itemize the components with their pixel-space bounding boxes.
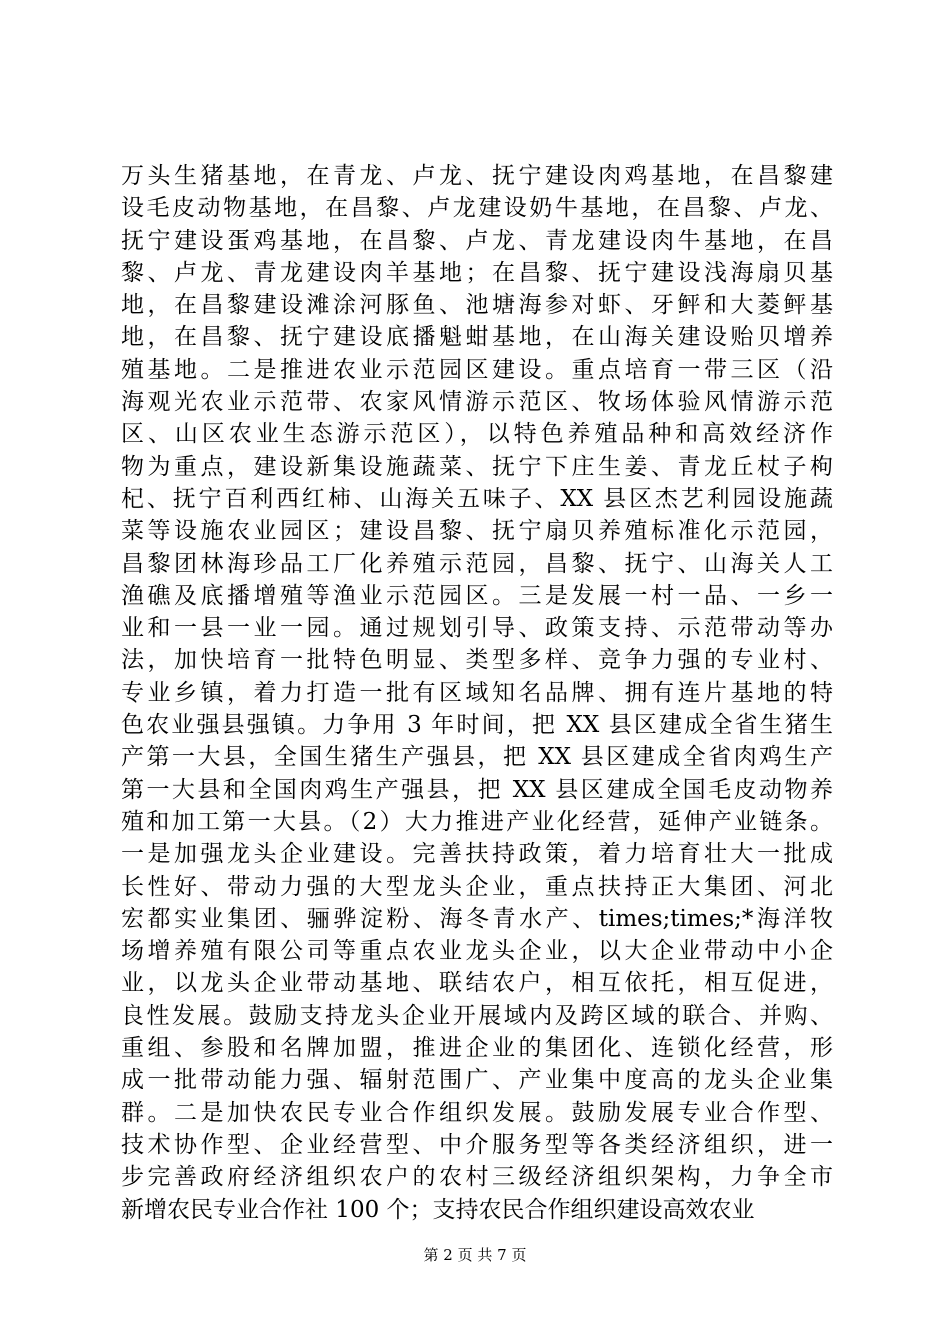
text-line: 地，在昌黎建设滩涂河豚鱼、池塘海参对虾、牙鲆和大菱鲆基 bbox=[121, 292, 833, 319]
text-line: 步完善政府经济组织农户的农村三级经济组织架构，力争全市 bbox=[121, 1164, 833, 1191]
text-line: 杞、抚宁百利西红柿、山海关五味子、XX 县区杰艺利园设施蔬 bbox=[121, 485, 833, 512]
text-line: 重组、参股和名牌加盟，推进企业的集团化、连锁化经营，形 bbox=[121, 1035, 833, 1062]
text-line: 产第一大县，全国生猪生产强县，把 XX 县区建成全省肉鸡生产 bbox=[121, 744, 833, 771]
page-footer: 第 2 页 共 7 页 bbox=[423, 1246, 527, 1264]
text-line: 专业乡镇，着力打造一批有区域知名品牌、拥有连片基地的特 bbox=[121, 679, 833, 706]
text-line: 设毛皮动物基地，在昌黎、卢龙建设奶牛基地，在昌黎、卢龙、 bbox=[121, 195, 833, 222]
text-line: 殖和加工第一大县。（2）大力推进产业化经营，延伸产业链条。 bbox=[121, 808, 833, 835]
text-line: 成一批带动能力强、辐射范围广、产业集中度高的龙头企业集 bbox=[121, 1067, 833, 1094]
text-line: 地，在昌黎、抚宁建设底播魁蚶基地，在山海关建设贻贝增养 bbox=[121, 324, 833, 351]
text-line: 殖基地。二是推进农业示范园区建设。重点培育一带三区（沿 bbox=[121, 356, 833, 383]
text-line: 宏都实业集团、骊骅淀粉、海冬青水产、times;times;*海洋牧 bbox=[121, 905, 833, 932]
text-line: 万头生猪基地，在青龙、卢龙、抚宁建设肉鸡基地，在昌黎建 bbox=[121, 163, 833, 189]
text-line: 技术协作型、企业经营型、中介服务型等各类经济组织，进一 bbox=[121, 1131, 833, 1158]
text-line: 黎、卢龙、青龙建设肉羊基地；在昌黎、抚宁建设浅海扇贝基 bbox=[121, 259, 833, 286]
text-line: 菜等设施农业园区；建设昌黎、抚宁扇贝养殖标准化示范园， bbox=[121, 518, 833, 545]
text-line: 业，以龙头企业带动基地、联结农户，相互依托，相互促进， bbox=[121, 970, 833, 997]
text-line: 长性好、带动力强的大型龙头企业，重点扶持正大集团、河北 bbox=[121, 873, 833, 900]
text-line: 区、山区农业生态游示范区），以特色养殖品种和高效经济作 bbox=[121, 421, 833, 448]
text-line: 群。二是加快农民专业合作组织发展。鼓励发展专业合作型、 bbox=[121, 1099, 833, 1126]
text-line: 昌黎团林海珍品工厂化养殖示范园，昌黎、抚宁、山海关人工 bbox=[121, 550, 833, 577]
text-line: 海观光农业示范带、农家风情游示范区、牧场体验风情游示范 bbox=[121, 389, 833, 416]
text-line: 新增农民专业合作社 100 个；支持农民合作组织建设高效农业 bbox=[121, 1196, 755, 1223]
text-line: 业和一县一业一园。通过规划引导、政策支持、示范带动等办 bbox=[121, 615, 833, 642]
body-text bbox=[121, 160, 833, 1226]
text-line: 良性发展。鼓励支持龙头企业开展域内及跨区域的联合、并购、 bbox=[121, 1002, 833, 1029]
text-line: 场增养殖有限公司等重点农业龙头企业，以大企业带动中小企 bbox=[121, 938, 833, 965]
text-line: 一是加强龙头企业建设。完善扶持政策，着力培育壮大一批成 bbox=[121, 841, 833, 868]
text-line: 法，加快培育一批特色明显、类型多样、竞争力强的专业村、 bbox=[121, 647, 833, 674]
text-line: 物为重点，建设新集设施蔬菜、抚宁下庄生姜、青龙丘杖子枸 bbox=[121, 453, 833, 480]
text-line: 渔礁及底播增殖等渔业示范园区。三是发展一村一品、一乡一 bbox=[121, 582, 833, 609]
text-line: 色农业强县强镇。力争用 3 年时间，把 XX 县区建成全省生猪生 bbox=[121, 712, 833, 739]
text-line: 第一大县和全国肉鸡生产强县，把 XX 县区建成全国毛皮动物养 bbox=[121, 776, 833, 803]
text-line: 抚宁建设蛋鸡基地，在昌黎、卢龙、青龙建设肉牛基地，在昌 bbox=[121, 227, 833, 254]
